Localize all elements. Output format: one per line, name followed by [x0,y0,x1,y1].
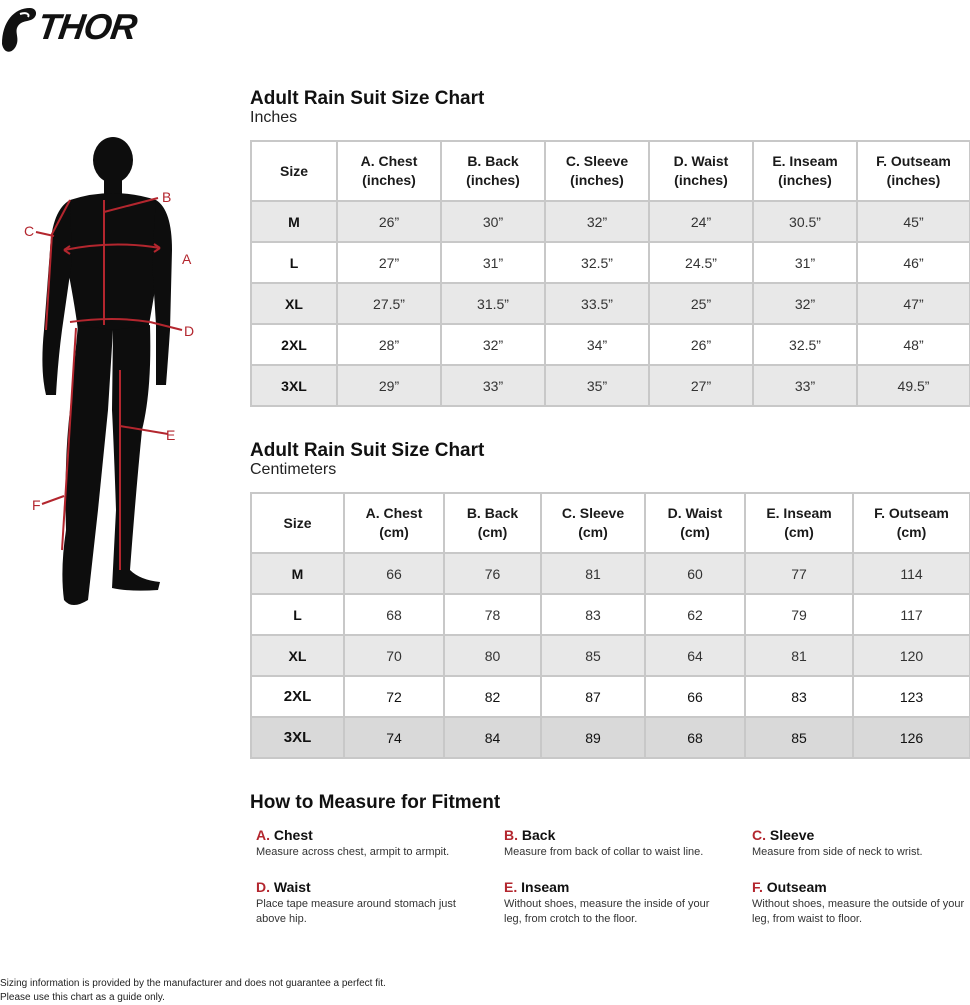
table-row: XL 27.5” 31.5” 33.5” 25” 32” 47” [251,283,970,324]
header-outseam: F. Outseam (cm) [853,493,970,553]
header-inseam: E. Inseam (cm) [745,493,853,553]
label-d: D [184,323,195,339]
disclaimer: Sizing information is provided by the manufacturer and does not guarantee a perfect fit. Please use this chart as a guide only. [0,978,386,1003]
table-row: M 66 76 81 60 77 114 [251,553,970,594]
header-chest: A. Chest (inches) [337,141,441,201]
inches-chart-unit: Inches [250,109,298,126]
label-c: C [24,223,35,239]
table-header-row [251,141,970,201]
measure-item-inseam: E. Inseam Without shoes, measure the inside of your leg, from crotch to the floor. [504,879,710,925]
thor-helmet-icon [0,4,40,60]
header-inseam: E. Inseam (inches) [753,141,857,201]
table-row: 2XL 72 82 87 66 83 123 [251,676,970,717]
header-size: Size [251,141,337,201]
label-e: E [166,427,176,443]
label-a: A [182,251,192,267]
table-row: 3XL 74 84 89 68 85 126 [251,717,970,758]
measure-item-sleeve: C. Sleeve Measure from side of neck to wrist. [752,827,923,858]
table-row: XL 70 80 85 64 81 120 [251,635,970,676]
table-row: L 68 78 83 62 79 117 [251,594,970,635]
table-row: L 27” 31” 32.5” 24.5” 31” 46” [251,242,970,283]
measure-section-title: How to Measure for Fitment [250,792,501,813]
header-waist: D. Waist (inches) [649,141,753,201]
measure-item-back: B. Back Measure from back of collar to waist line. [504,827,704,858]
label-b: B [162,189,172,205]
header-sleeve: C. Sleeve (inches) [545,141,649,201]
header-sleeve: C. Sleeve (cm) [541,493,645,553]
brand-logo [0,4,175,60]
measure-item-waist: D. Waist Place tape measure around stomach just above hip. [256,879,456,925]
header-chest: A. Chest (cm) [344,493,444,553]
table-row: M 26” 30” 32” 24” 30.5” 45” [251,201,970,242]
table-header-row [251,493,970,553]
label-f: F [32,497,41,513]
measure-item-chest: A. Chest Measure across chest, armpit to armpit. [256,827,450,858]
header-back: B. Back (cm) [444,493,541,553]
inches-size-table [250,140,970,407]
header-waist: D. Waist (cm) [645,493,745,553]
body-measurement-figure [0,130,240,620]
brand-wordmark: THOR [35,6,139,47]
header-outseam: F. Outseam (inches) [857,141,970,201]
header-back: B. Back (inches) [441,141,545,201]
header-size: Size [251,493,344,553]
cm-chart-title: Adult Rain Suit Size Chart [250,440,485,461]
cm-chart-unit: Centimeters [250,461,337,478]
measure-item-outseam: F. Outseam Without shoes, measure the outside of your leg, from waist to floor. [752,879,965,925]
cm-size-table [250,492,970,759]
table-row: 2XL 28” 32” 34” 26” 32.5” 48” [251,324,970,365]
table-row: 3XL 29” 33” 35” 27” 33” 49.5” [251,365,970,406]
inches-chart-title: Adult Rain Suit Size Chart [250,88,485,109]
